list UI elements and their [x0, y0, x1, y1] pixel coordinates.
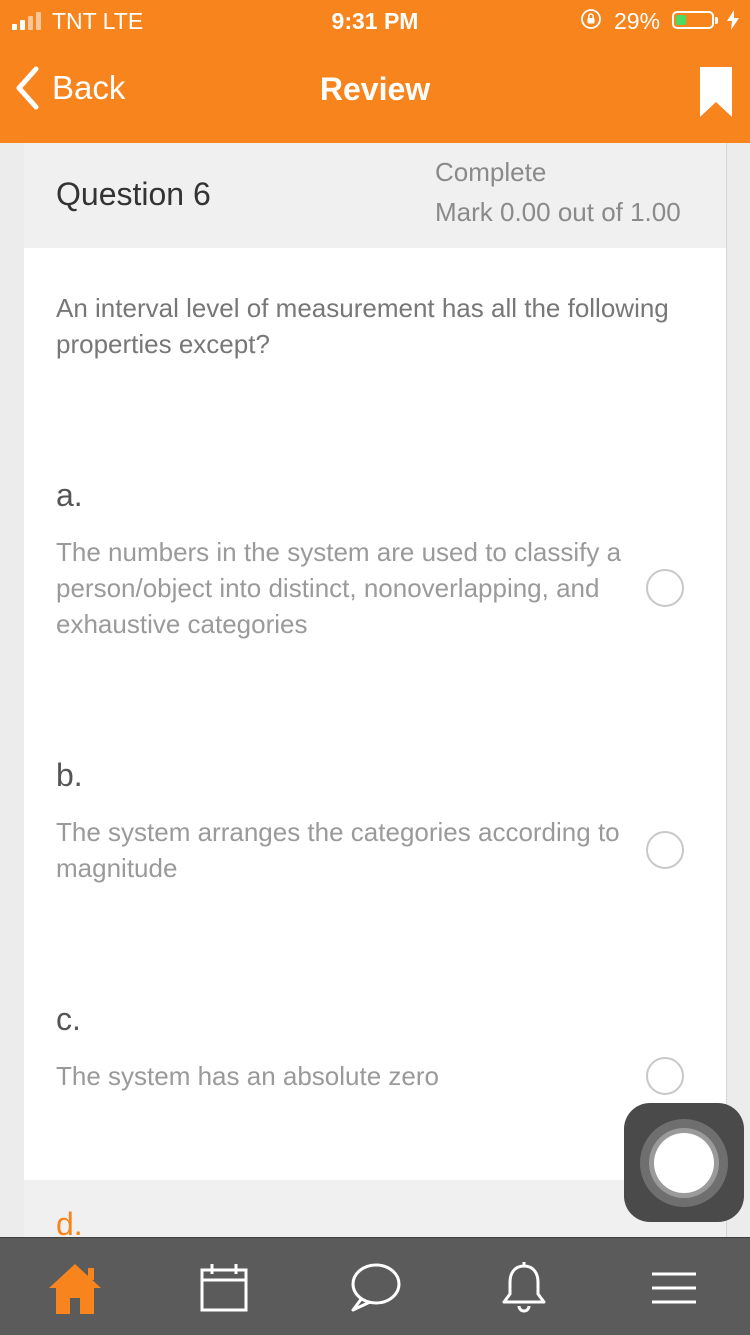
bookmark-icon[interactable]	[700, 67, 732, 117]
carrier-label: TNT LTE	[52, 8, 144, 34]
assistive-touch-button[interactable]	[624, 1103, 744, 1222]
back-label: Back	[52, 69, 126, 106]
question-text: An interval level of measurement has all the following properties except?	[56, 293, 669, 359]
battery-percent: 29%	[614, 8, 661, 34]
calendar-icon[interactable]	[194, 1260, 254, 1316]
option-a-text[interactable]: The numbers in the system are used to classify a person/object into distinct, nonoverlapping, and exhaustive categories	[56, 537, 622, 639]
bell-icon[interactable]	[494, 1260, 554, 1316]
option-c-text[interactable]: The system has an absolute zero	[56, 1061, 439, 1091]
option-a-radio[interactable]	[646, 569, 684, 607]
battery-icon	[672, 11, 714, 29]
option-c-radio[interactable]	[646, 1057, 684, 1095]
question-header	[24, 143, 726, 248]
page-title: Review	[319, 71, 431, 107]
status-time: 9:31 PM	[331, 8, 419, 34]
chat-icon[interactable]	[344, 1260, 404, 1316]
app-header	[0, 0, 750, 143]
option-b-radio[interactable]	[646, 831, 684, 869]
menu-icon[interactable]	[644, 1260, 704, 1316]
option-b-text[interactable]: The system arranges the categories according to magnitude	[56, 817, 620, 883]
option-d-letter: d.	[56, 1206, 83, 1237]
option-a-letter: a.	[56, 477, 83, 513]
question-mark: Mark 0.00 out of 1.00	[435, 197, 681, 227]
question-title: Question 6	[56, 176, 211, 212]
option-c-letter: c.	[56, 1001, 81, 1037]
question-status: Complete	[435, 157, 547, 187]
option-d-row	[24, 1180, 726, 1237]
charging-bolt-icon	[726, 10, 740, 30]
status-bar	[0, 0, 750, 40]
bottom-tab-bar	[0, 1237, 750, 1335]
home-icon[interactable]	[45, 1260, 105, 1316]
rotation-lock-icon	[580, 8, 602, 30]
question-card	[24, 143, 726, 1237]
option-b-letter: b.	[56, 757, 83, 793]
